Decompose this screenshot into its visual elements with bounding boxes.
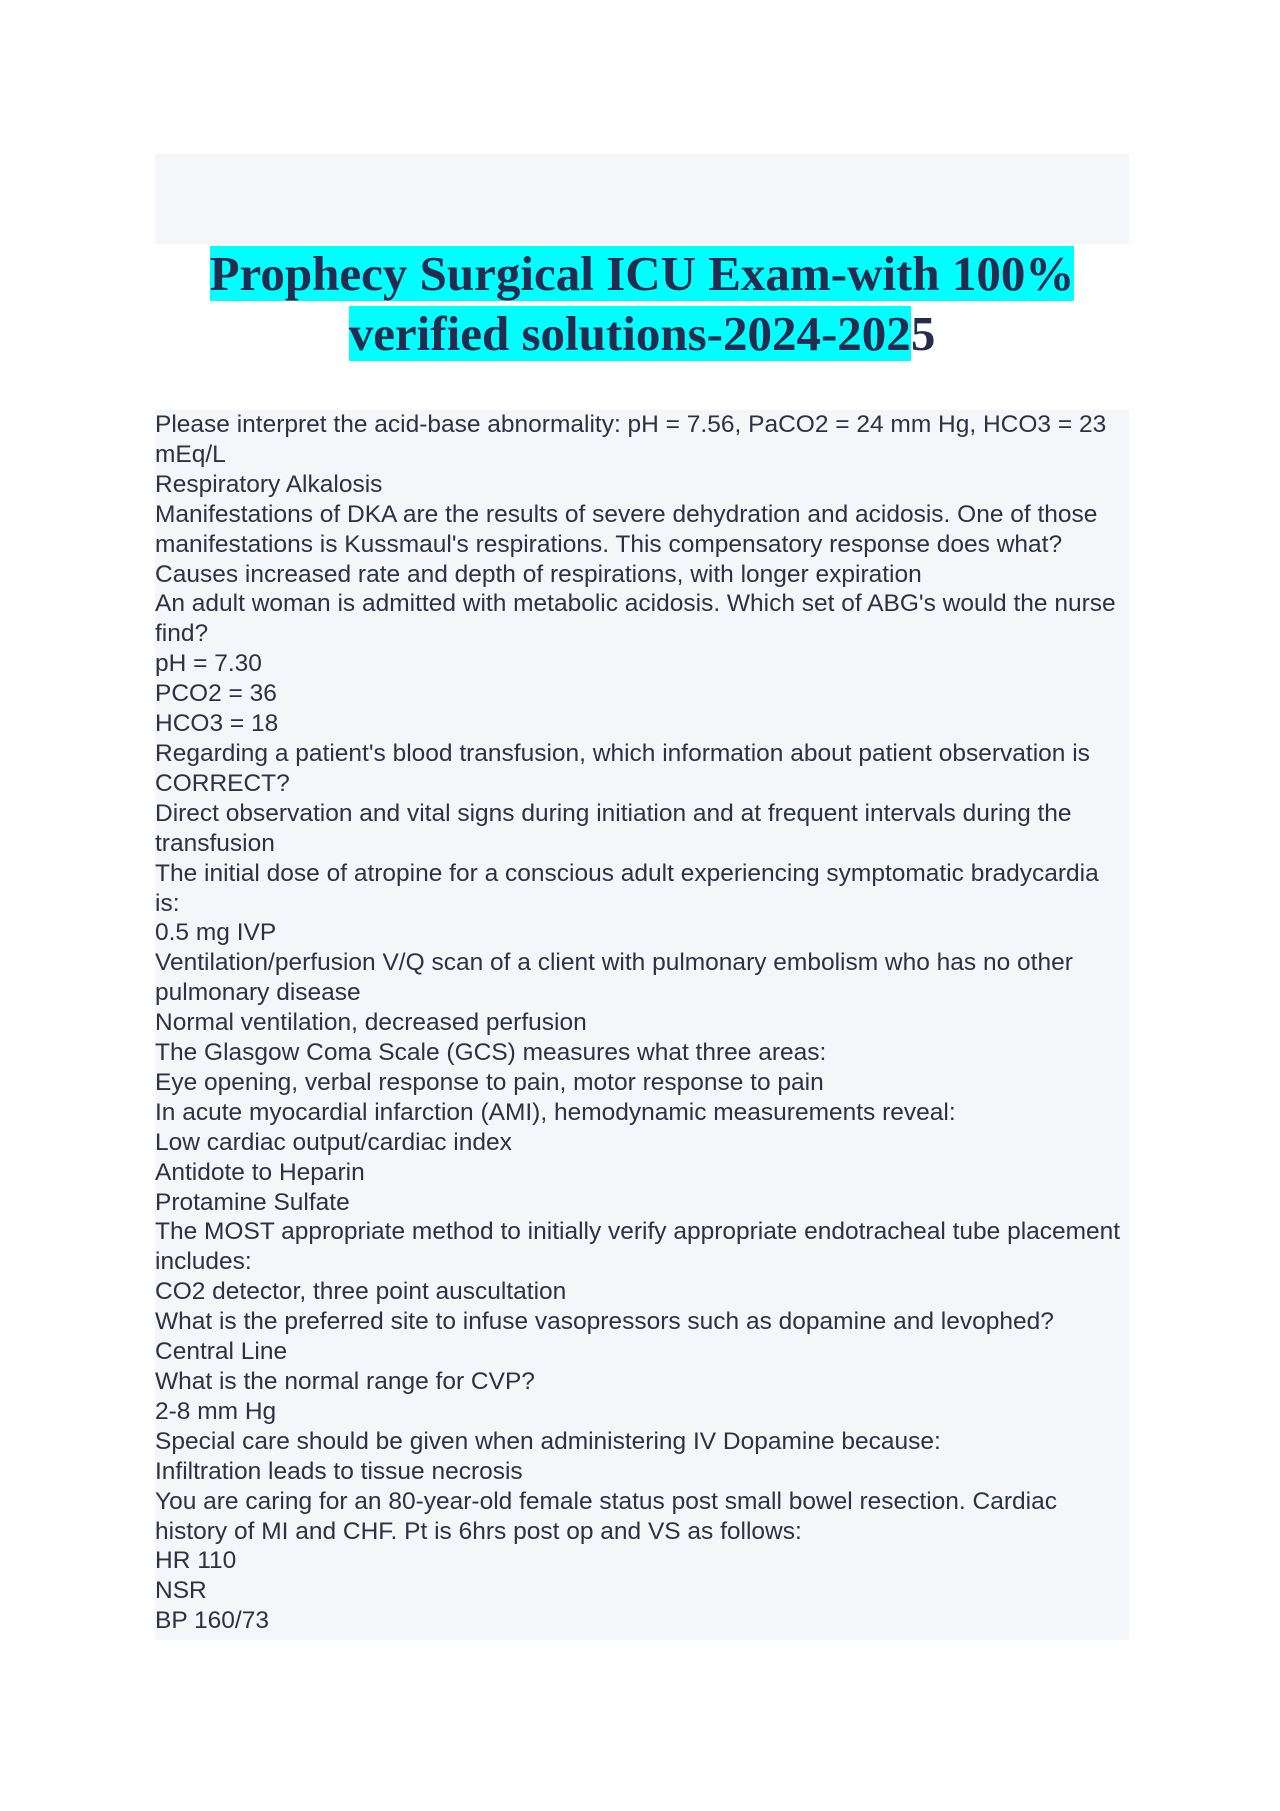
question-line: In acute myocardial infarction (AMI), hemodynamic measurements reveal: xyxy=(155,1098,956,1126)
answer-line: BP 160/73 xyxy=(155,1607,269,1635)
question-line: An adult woman is admitted with metabolic acidosis. Which set of ABG's would the nurse find? xyxy=(155,590,1116,648)
title-highlight-1: Prophecy Surgical ICU Exam-with 100% xyxy=(209,246,1075,301)
answer-line: CO2 detector, three point auscultation xyxy=(155,1278,567,1306)
question-line: You are caring for an 80-year-old female status post small bowel resection. Cardiac history of MI and CHF. Pt is 6hrs post op and VS as follows: xyxy=(155,1487,1057,1545)
question-line: Please interpret the acid-base abnormality: pH = 7.56, PaCO2 = 24 mm Hg, HCO3 = 23 mEq/L xyxy=(155,411,1107,468)
answer-line: 0.5 mg IVP xyxy=(155,919,277,947)
answer-line: HR 110 xyxy=(155,1547,237,1575)
question-line: The MOST appropriate method to initially verify appropriate endotracheal tube placement includes: xyxy=(155,1218,1121,1276)
question-line: What is the preferred site to infuse vasopressors such as dopamine and levophed? xyxy=(155,1308,1054,1336)
answer-line: Infiltration leads to tissue necrosis xyxy=(155,1457,523,1485)
question-line: Ventilation/perfusion V/Q scan of a client with pulmonary embolism who has no other pulmonary disease xyxy=(155,949,1073,1007)
answer-line: Respiratory Alkalosis xyxy=(155,470,383,498)
question-line: Regarding a patient's blood transfusion, which information about patient observation is CORRECT? xyxy=(155,739,1090,797)
answer-line: PCO2 = 36 xyxy=(155,680,277,708)
answer-line: NSR xyxy=(155,1577,207,1605)
question-line: What is the normal range for CVP? xyxy=(155,1368,535,1395)
question-line: The initial dose of atropine for a conscious adult experiencing symptomatic bradycardia is: xyxy=(155,859,1099,917)
title-highlight-2: verified solutions-2024-202 xyxy=(348,306,911,361)
answer-line: Central Line xyxy=(155,1338,288,1366)
title-line-1 xyxy=(155,244,1129,304)
answer-line: Low cardiac output/cardiac index xyxy=(155,1128,512,1156)
qa-content xyxy=(155,410,1129,1640)
answer-line: Direct observation and vital signs during initiation and at frequent intervals during the transfusion xyxy=(155,799,1072,857)
question-line: The Glasgow Coma Scale (GCS) measures what three areas: xyxy=(155,1039,827,1067)
answer-line: HCO3 = 18 xyxy=(155,710,279,738)
title-tail: 5 xyxy=(910,306,936,361)
question-line: Manifestations of DKA are the results of severe dehydration and acidosis. One of those manifestations is Kussmaul's respirations. This compensatory response does what? xyxy=(155,500,1098,558)
page-title xyxy=(155,244,1129,364)
answer-line: 2-8 mm Hg xyxy=(155,1397,277,1425)
header-band xyxy=(155,154,1129,244)
answer-line: pH = 7.30 xyxy=(155,650,262,678)
title-line-2 xyxy=(155,304,1129,364)
question-line: Antidote to Heparin xyxy=(155,1158,365,1186)
answer-line: Protamine Sulfate xyxy=(155,1188,350,1216)
answer-line: Normal ventilation, decreased perfusion xyxy=(155,1009,587,1037)
answer-line: Eye opening, verbal response to pain, motor response to pain xyxy=(155,1068,824,1096)
answer-line: Causes increased rate and depth of respirations, with longer expiration xyxy=(155,560,922,588)
question-line: Special care should be given when administering IV Dopamine because: xyxy=(155,1427,941,1455)
